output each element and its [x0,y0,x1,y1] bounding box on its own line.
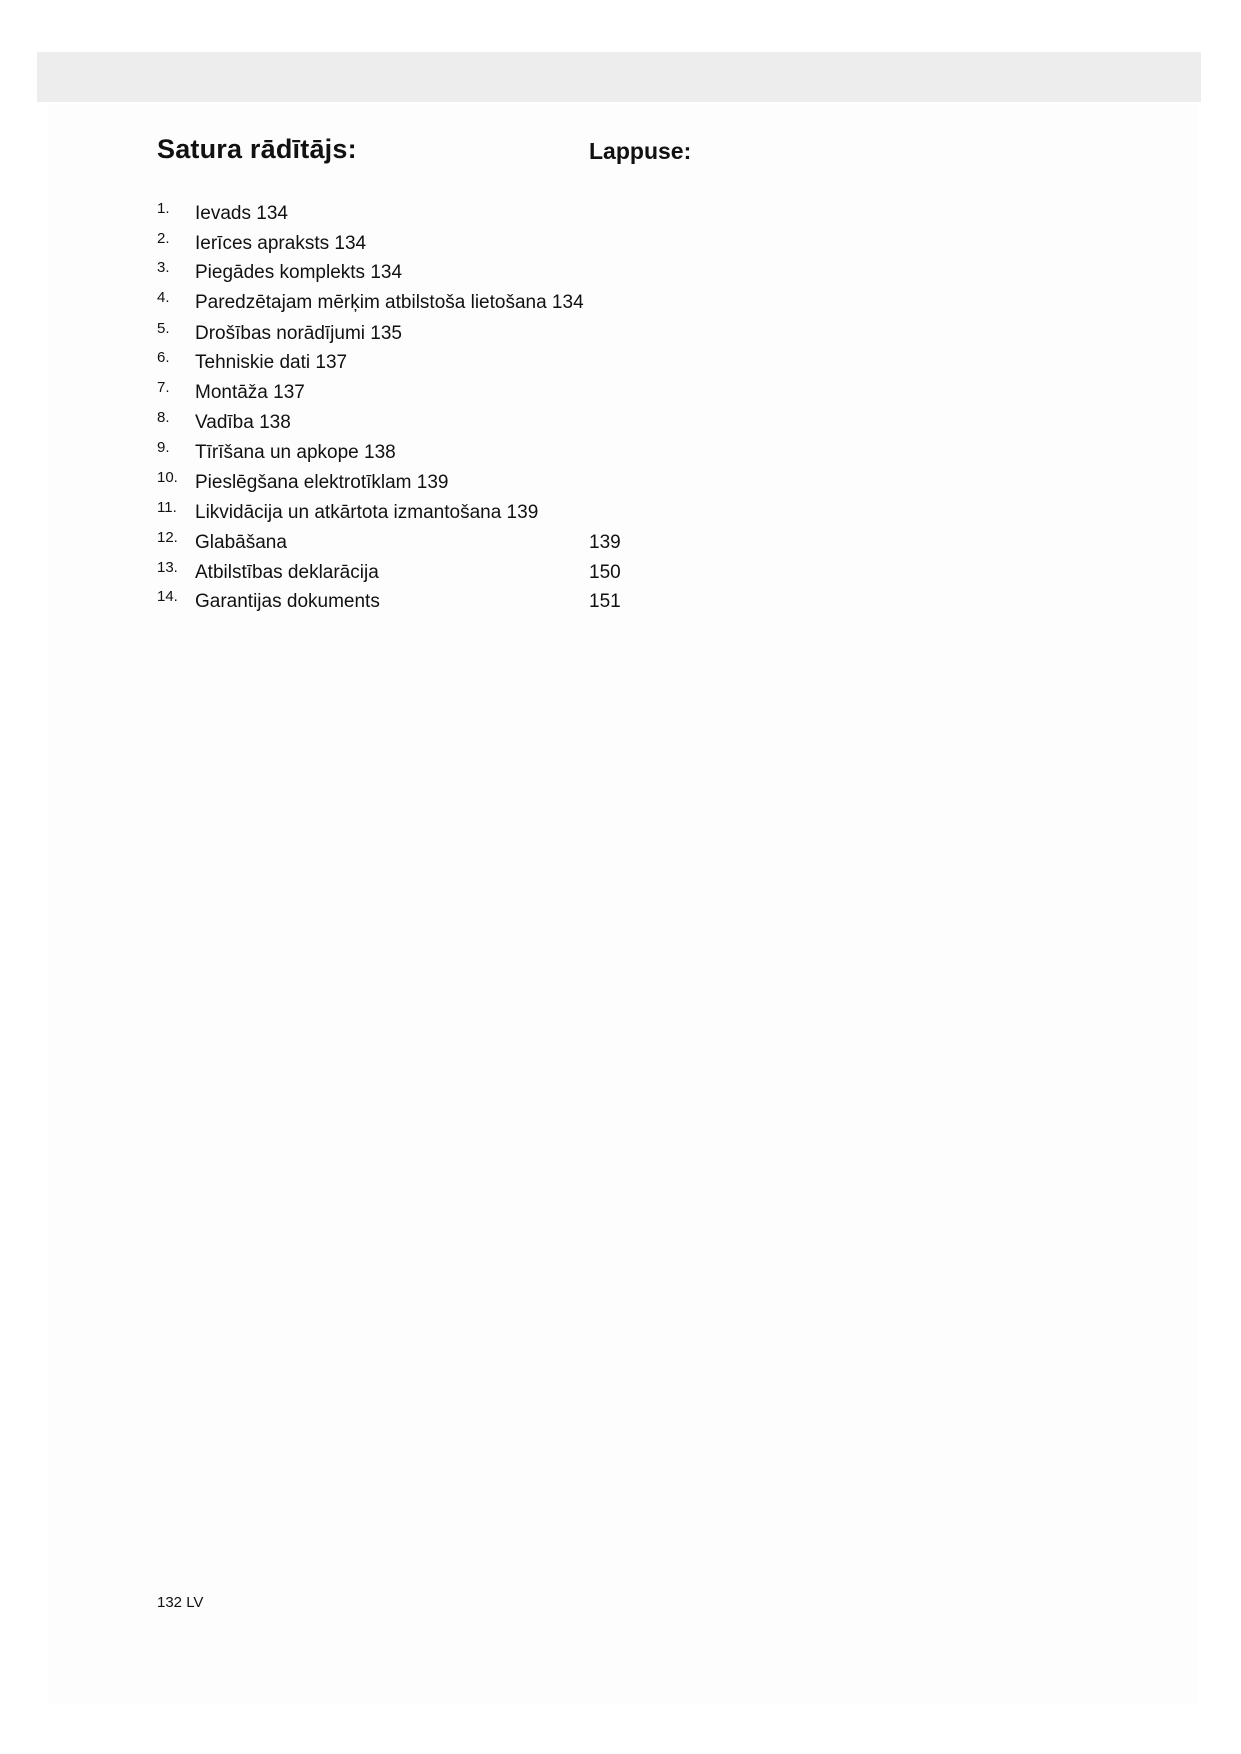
toc-item-number: 3. [157,259,170,276]
toc-item-number: 5. [157,320,170,337]
toc-item-label: Paredzētajam mērķim atbilstoša lietošana 134 [195,292,584,313]
toc-item-page: 150 [589,562,621,583]
toc-item-label: Ierīces apraksts 134 [195,233,367,254]
toc-item-label: Atbilstības deklarācija [195,562,379,583]
toc-item-number: 2. [157,230,170,247]
toc-item-label: Glabāšana [195,532,287,553]
toc-item-label: Likvidācija un atkārtota izmantošana 139 [195,502,539,523]
toc-item-number: 11. [157,499,177,516]
toc-item-number: 12. [157,529,178,546]
toc-item-label: Drošības norādījumi 135 [195,323,402,344]
toc-item-number: 8. [157,409,170,426]
footer-page-number: 132 LV [157,1594,204,1611]
toc-item-number: 1. [157,200,170,217]
toc-item-number: 6. [157,349,170,366]
toc-item-number: 10. [157,469,178,486]
toc-item-page: 139 [589,532,621,553]
header-bar [37,52,1201,102]
toc-item-number: 9. [157,439,170,456]
toc-item-number: 7. [157,379,170,396]
toc-item-label: Vadība 138 [195,412,291,433]
toc-item-label: Garantijas dokuments [195,591,380,612]
toc-item-number: 13. [157,559,178,576]
toc-item-number: 4. [157,289,170,306]
toc-item-label: Montāža 137 [195,382,305,403]
toc-item-label: Tehniskie dati 137 [195,352,348,373]
toc-item-label: Tīrīšana un apkope 138 [195,442,396,463]
toc-item-label: Ievads 134 [195,203,288,224]
toc-item-page: 151 [589,591,621,612]
toc-title: Satura rādītājs: [157,134,357,164]
toc-item-number: 14. [157,588,178,605]
toc-item-label: Piegādes komplekts 134 [195,262,403,283]
page-column-heading: Lappuse: [589,138,692,164]
toc-item-label: Pieslēgšana elektrotīklam 139 [195,472,449,493]
